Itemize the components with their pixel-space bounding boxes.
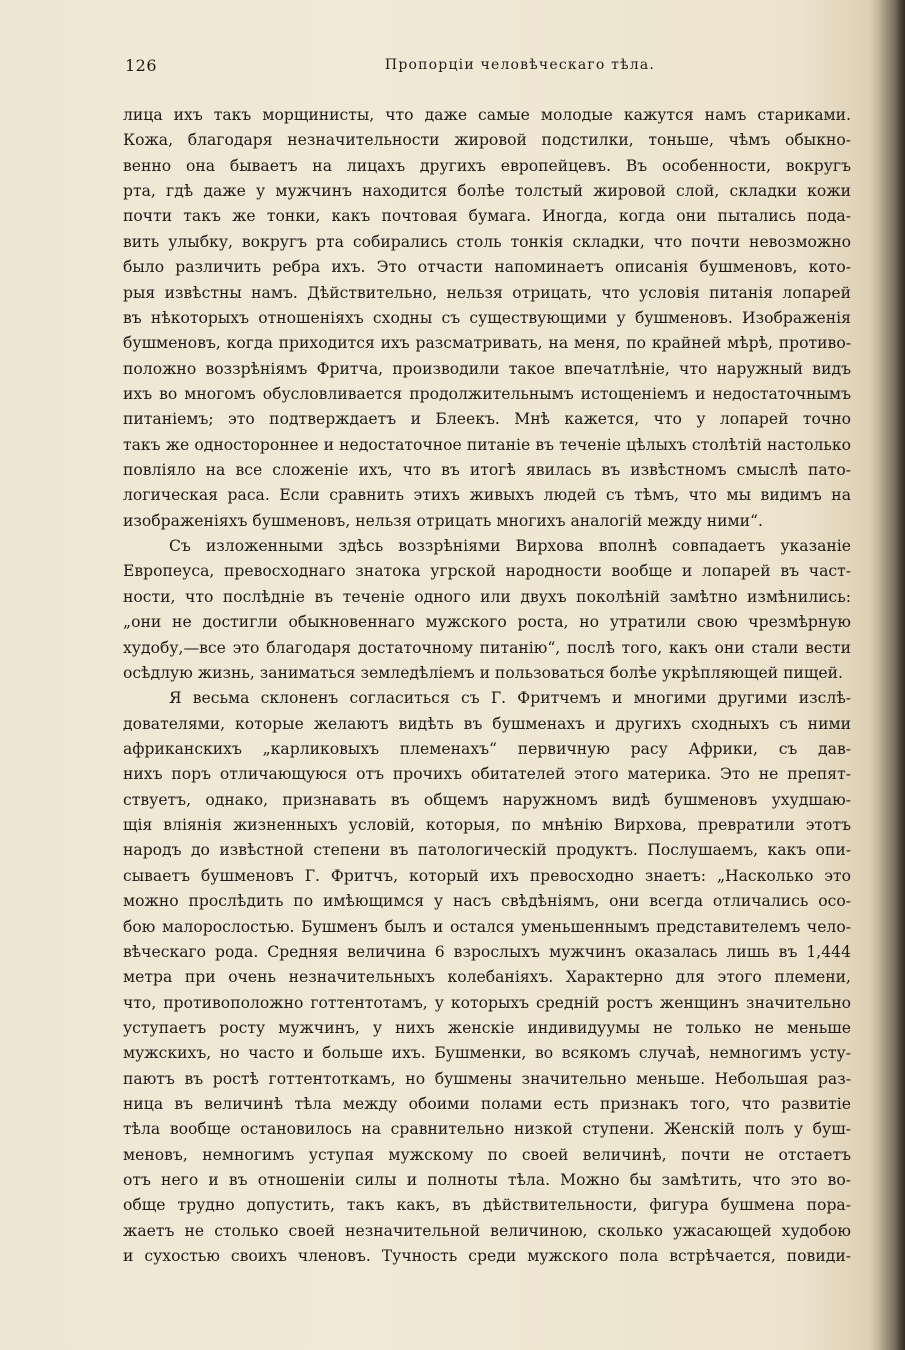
text-line: питаніемъ; это подтверждаетъ и Блеекъ. Мнѣ кажется, что у лопарей точно [123,410,851,429]
text-line: щія вліянія жизненныхъ условій, которыя, по мнѣнію Вирхова, превратили этотъ [123,816,851,835]
text-line: мужскихъ, но часто и больше ихъ. Бушменки, во всякомъ случаѣ, немногимъ усту- [123,1044,851,1063]
text-line: бушменовъ, когда приходится ихъ разсматривать, на меня, по крайней мѣрѣ, противо- [123,334,851,353]
text-line: такъ же одностороннее и недостаточное питаніе въ теченіе цѣлыхъ столѣтій настолько [123,435,851,454]
text-line: положно воззрѣніямъ Фритча, производили такое впечатлѣніе, что наружный видъ [123,359,851,378]
text-line: изображеніяхъ бушменовъ, нельзя отрицать многихъ аналогій между ними“. [123,511,763,530]
text-line: ствуетъ, однако, признавать въ общемъ наружномъ видѣ бушменовъ ухудшаю- [123,790,851,809]
text-line: уступаетъ росту мужчинъ, у нихъ женскіе индивидуумы не только не меньше [123,1018,851,1037]
text-line: Европеуса, превосходнаго знатока угрской народности вообще и лопарей въ част- [123,562,851,581]
text-line: метра при очень незначительныхъ колебаніяхъ. Характерно для этого племени, [123,968,851,987]
text-line: логическая раса. Если сравнить этихъ живыхъ людей съ тѣмъ, что мы видимъ на [123,486,851,505]
text-line: „они не достигли обыкновеннаго мужского роста, но утратили свою чрезмѣрную [123,613,851,632]
text-line: венно она бываетъ на лицахъ другихъ европейцевъ. Въ особенности, вокругъ [123,156,851,175]
text-line: бою малорослостью. Бушменъ былъ и остался уменьшеннымъ представителемъ чело- [123,917,851,936]
text-line: и сухостью своихъ членовъ. Тучность среди мужского пола встрѣчается, повиди- [123,1247,851,1266]
text-line: вѣческаго рода. Средняя величина 6 взрослыхъ мужчинъ оказалась лишь въ 1,444 [123,942,851,961]
text-line: осѣдлую жизнь, заниматься земледѣліемъ и пользоваться болѣе укрѣпляющей пищей. [123,663,843,682]
book-spine-shadow [879,0,905,1350]
text-line: жаетъ не столько своей незначительной величиною, сколько ужасающей худобою [123,1221,851,1240]
text-line: отъ него и въ отношеніи силы и полноты тѣла. Можно бы замѣтить, что это во- [123,1171,851,1190]
text-line: народъ до извѣстной степени въ патологическій продуктъ. Послушаемъ, какъ опи- [123,841,851,860]
text-line: рыя извѣстны намъ. Дѣйствительно, нельзя отрицать, что условія питанія лопарей [123,283,851,302]
text-line: въ нѣкоторыхъ отношеніяхъ сходны съ существующими у бушменовъ. Изображенія [123,308,851,327]
text-line: тѣла вообще остановилось на сравнительно низкой ступени. Женскій полъ у буш- [123,1120,851,1139]
text-line: Съ изложенными здѣсь воззрѣніями Вирхова вполнѣ совпадаетъ указаніе [169,537,851,556]
text-line: Я весьма склоненъ согласиться съ Г. Фритчемъ и многими другими изслѣ- [169,689,851,708]
text-line: ихъ во многомъ обусловливается продолжительнымъ истощеніемъ и недостаточнымъ [123,384,851,403]
text-line: обще трудно допустить, такъ какъ, въ дѣйствительности, фигура бушмена пора- [123,1196,851,1215]
text-line: африканскихъ „карликовыхъ племенахъ“ первичную расу Африки, съ дав- [123,739,851,758]
text-line: лица ихъ такъ морщинисты, что даже самые молодые кажутся намъ стариками. [123,106,851,124]
text-line: паютъ въ ростѣ готтентоткамъ, но бушмены значительно меньше. Небольшая раз- [123,1069,851,1088]
page-header [125,56,855,80]
text-line: что, противоположно готтентотамъ, у которыхъ средній ростъ женщинъ значительно [123,993,851,1012]
text-line: вить улыбку, вокругъ рта собирались столь тонкія складки, что почти невозможно [123,232,851,251]
text-line: ница въ величинѣ тѣла между обоими полами есть признакъ того, что развитіе [123,1095,851,1114]
text-line: ности, что послѣдніе въ теченіе одного или двухъ поколѣній замѣтно измѣнились: [123,587,851,606]
text-line: меновъ, немногимъ уступая мужскому по своей величинѣ, почти не отстаетъ [123,1145,851,1164]
text-line: рта, гдѣ даже у мужчинъ находится болѣе толстый жировой слой, складки кожи [123,182,851,201]
text-line: почти такъ же тонки, какъ почтовая бумага. Иногда, когда они пытались пода- [123,207,851,226]
text-line: было различить ребра ихъ. Это отчасти напоминаетъ описанія бушменовъ, кото- [123,258,851,277]
text-line: повліяло на все сложеніе ихъ, что въ итогѣ явилась въ извѣстномъ смыслѣ пато- [123,461,851,480]
text-line: нихъ поръ отличающуюся отъ прочихъ обитателей этого материка. Это не препят- [123,765,851,784]
text-line: худобу,—все это благодаря достаточному питанію“, послѣ того, какъ они стали вести [123,638,851,657]
text-line: можно прослѣдить по имѣющимся у насъ свѣдѣніямъ, они всегда отличались осо- [123,892,851,911]
text-line: Кожа, благодаря незначительности жировой подстилки, тоньше, чѣмъ обыкно- [123,131,851,150]
text-line: сываетъ бушменовъ Г. Фритчъ, который ихъ превосходно знаетъ: „Насколько это [123,866,851,885]
page-number: 126 [125,56,158,75]
body-text [123,103,851,1270]
running-title: Пропорціи человѣческаго тѣла. [384,57,656,73]
text-line: дователями, которые желаютъ видѣть въ бушменахъ и другихъ сходныхъ съ ними [123,714,851,733]
